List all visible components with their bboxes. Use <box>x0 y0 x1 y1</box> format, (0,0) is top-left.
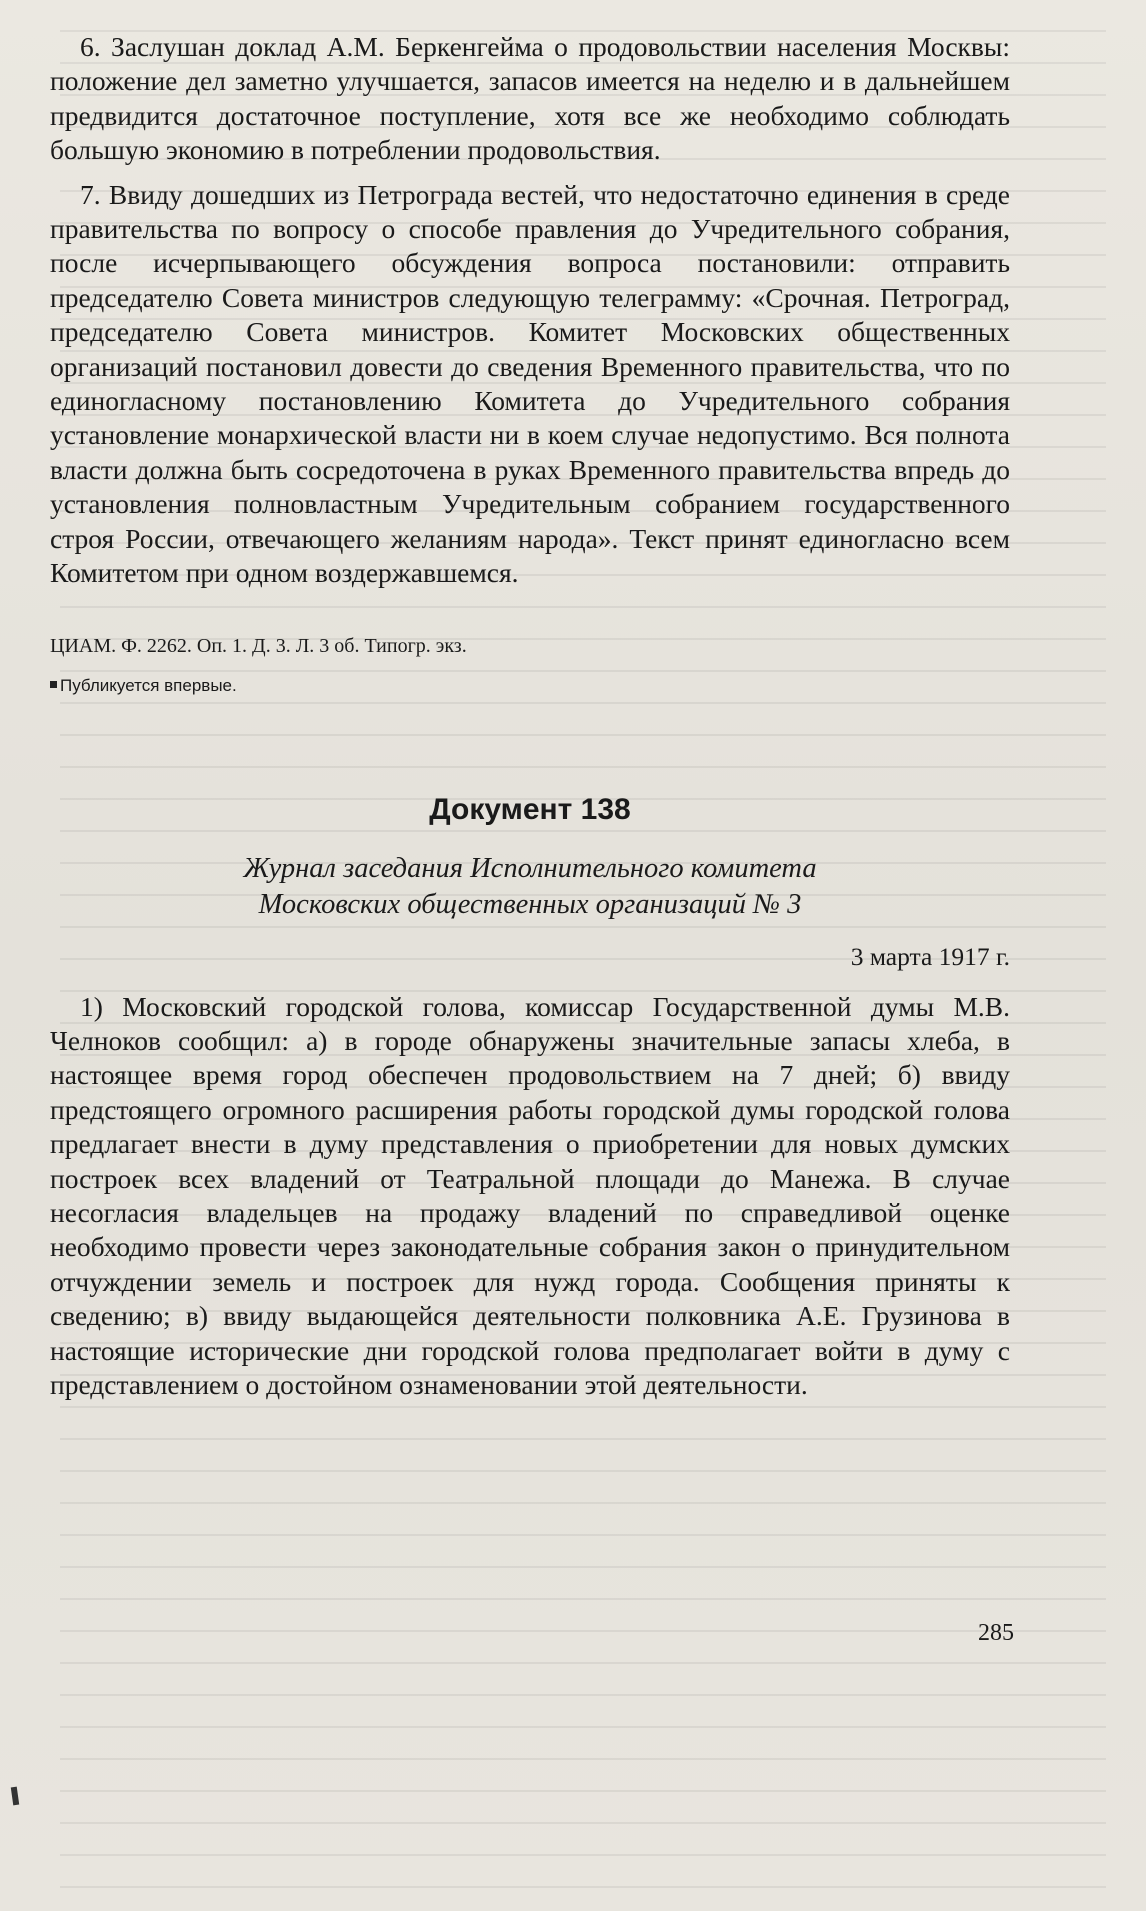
page-number: 285 <box>978 1620 1014 1646</box>
archive-source: ЦИАМ. Ф. 2262. Оп. 1. Д. 3. Л. 3 об. Типогр. экз. <box>50 634 467 657</box>
subtitle-line-1: Журнал заседания Исполнительного комитета <box>243 852 817 884</box>
page-content <box>50 30 1010 1402</box>
publication-note-text: Публикуется впервые. <box>60 675 237 695</box>
subtitle-line-2: Московских общественных организаций № 3 <box>258 888 802 920</box>
document-subtitle <box>50 851 1010 923</box>
document-title: Документ 138 <box>429 792 631 826</box>
document-paragraph-1: 1) Московский городской голова, комиссар Государственной думы М.В. Челноков сообщил: а) в городе обнаружены значительные запасы хлеба, в настоящее время город обеспечен продовольствием на 7 дней; б) ввиду предстоящего огромного расширения работы городской думы городской голова предлагает внести в думу представления о приобретении для новых думских построек всех владений от Театральной площади до Манежа. В случае несогласия владельцев на продажу владений по справедливой оценке необходимо провести через законодательные собрания закон о принудительном отчуждении земель и построек для нужд города. Сообщения приняты к сведению; в) ввиду выдающейся деятельности полковника А.Е. Грузинова в настоящие исторические дни городской голова предполагает войти в думу с представлением о достойном ознаменовании этой деятельности. <box>50 990 1010 1400</box>
document-date: 3 марта 1917 г. <box>850 941 1010 971</box>
paragraph-6: 6. Заслушан доклад А.М. Беркенгейма о продовольствии населения Москвы: положение дел заметно улучшается, запасов имеется на неделю и в дальнейшем предвидится достаточное поступление, хотя все же необходимо соблюдать большую экономию в потреблении продовольствия. <box>50 31 1010 166</box>
margin-mark <box>11 1787 19 1806</box>
publication-note <box>50 676 1010 696</box>
paragraph-7: 7. Ввиду дошедших из Петрограда вестей, что недостаточно единения в среде правительства по вопросу о способе правления до Учредительного собрания, после исчерпывающего обсуждения вопроса постановили: отправить председателю Совета министров следующую телеграмму: «Срочная. Петроград, председателю Совета министров. Комитет Московских общественных организаций постановил довести до сведения Временного правительства, что по единогласному постановлению Комитета до Учредительного собрания установление монархической власти ни в коем случае недопустимо. Вся полнота власти должна быть сосредоточена в руках Временного правительства впредь до установления полновластным Учредительным собранием государственного строя России, отвечающего желаниям народа». Текст принят единогласно всем Комитетом при одном воздержавшемся. <box>50 178 1010 589</box>
square-bullet-icon <box>50 681 57 688</box>
